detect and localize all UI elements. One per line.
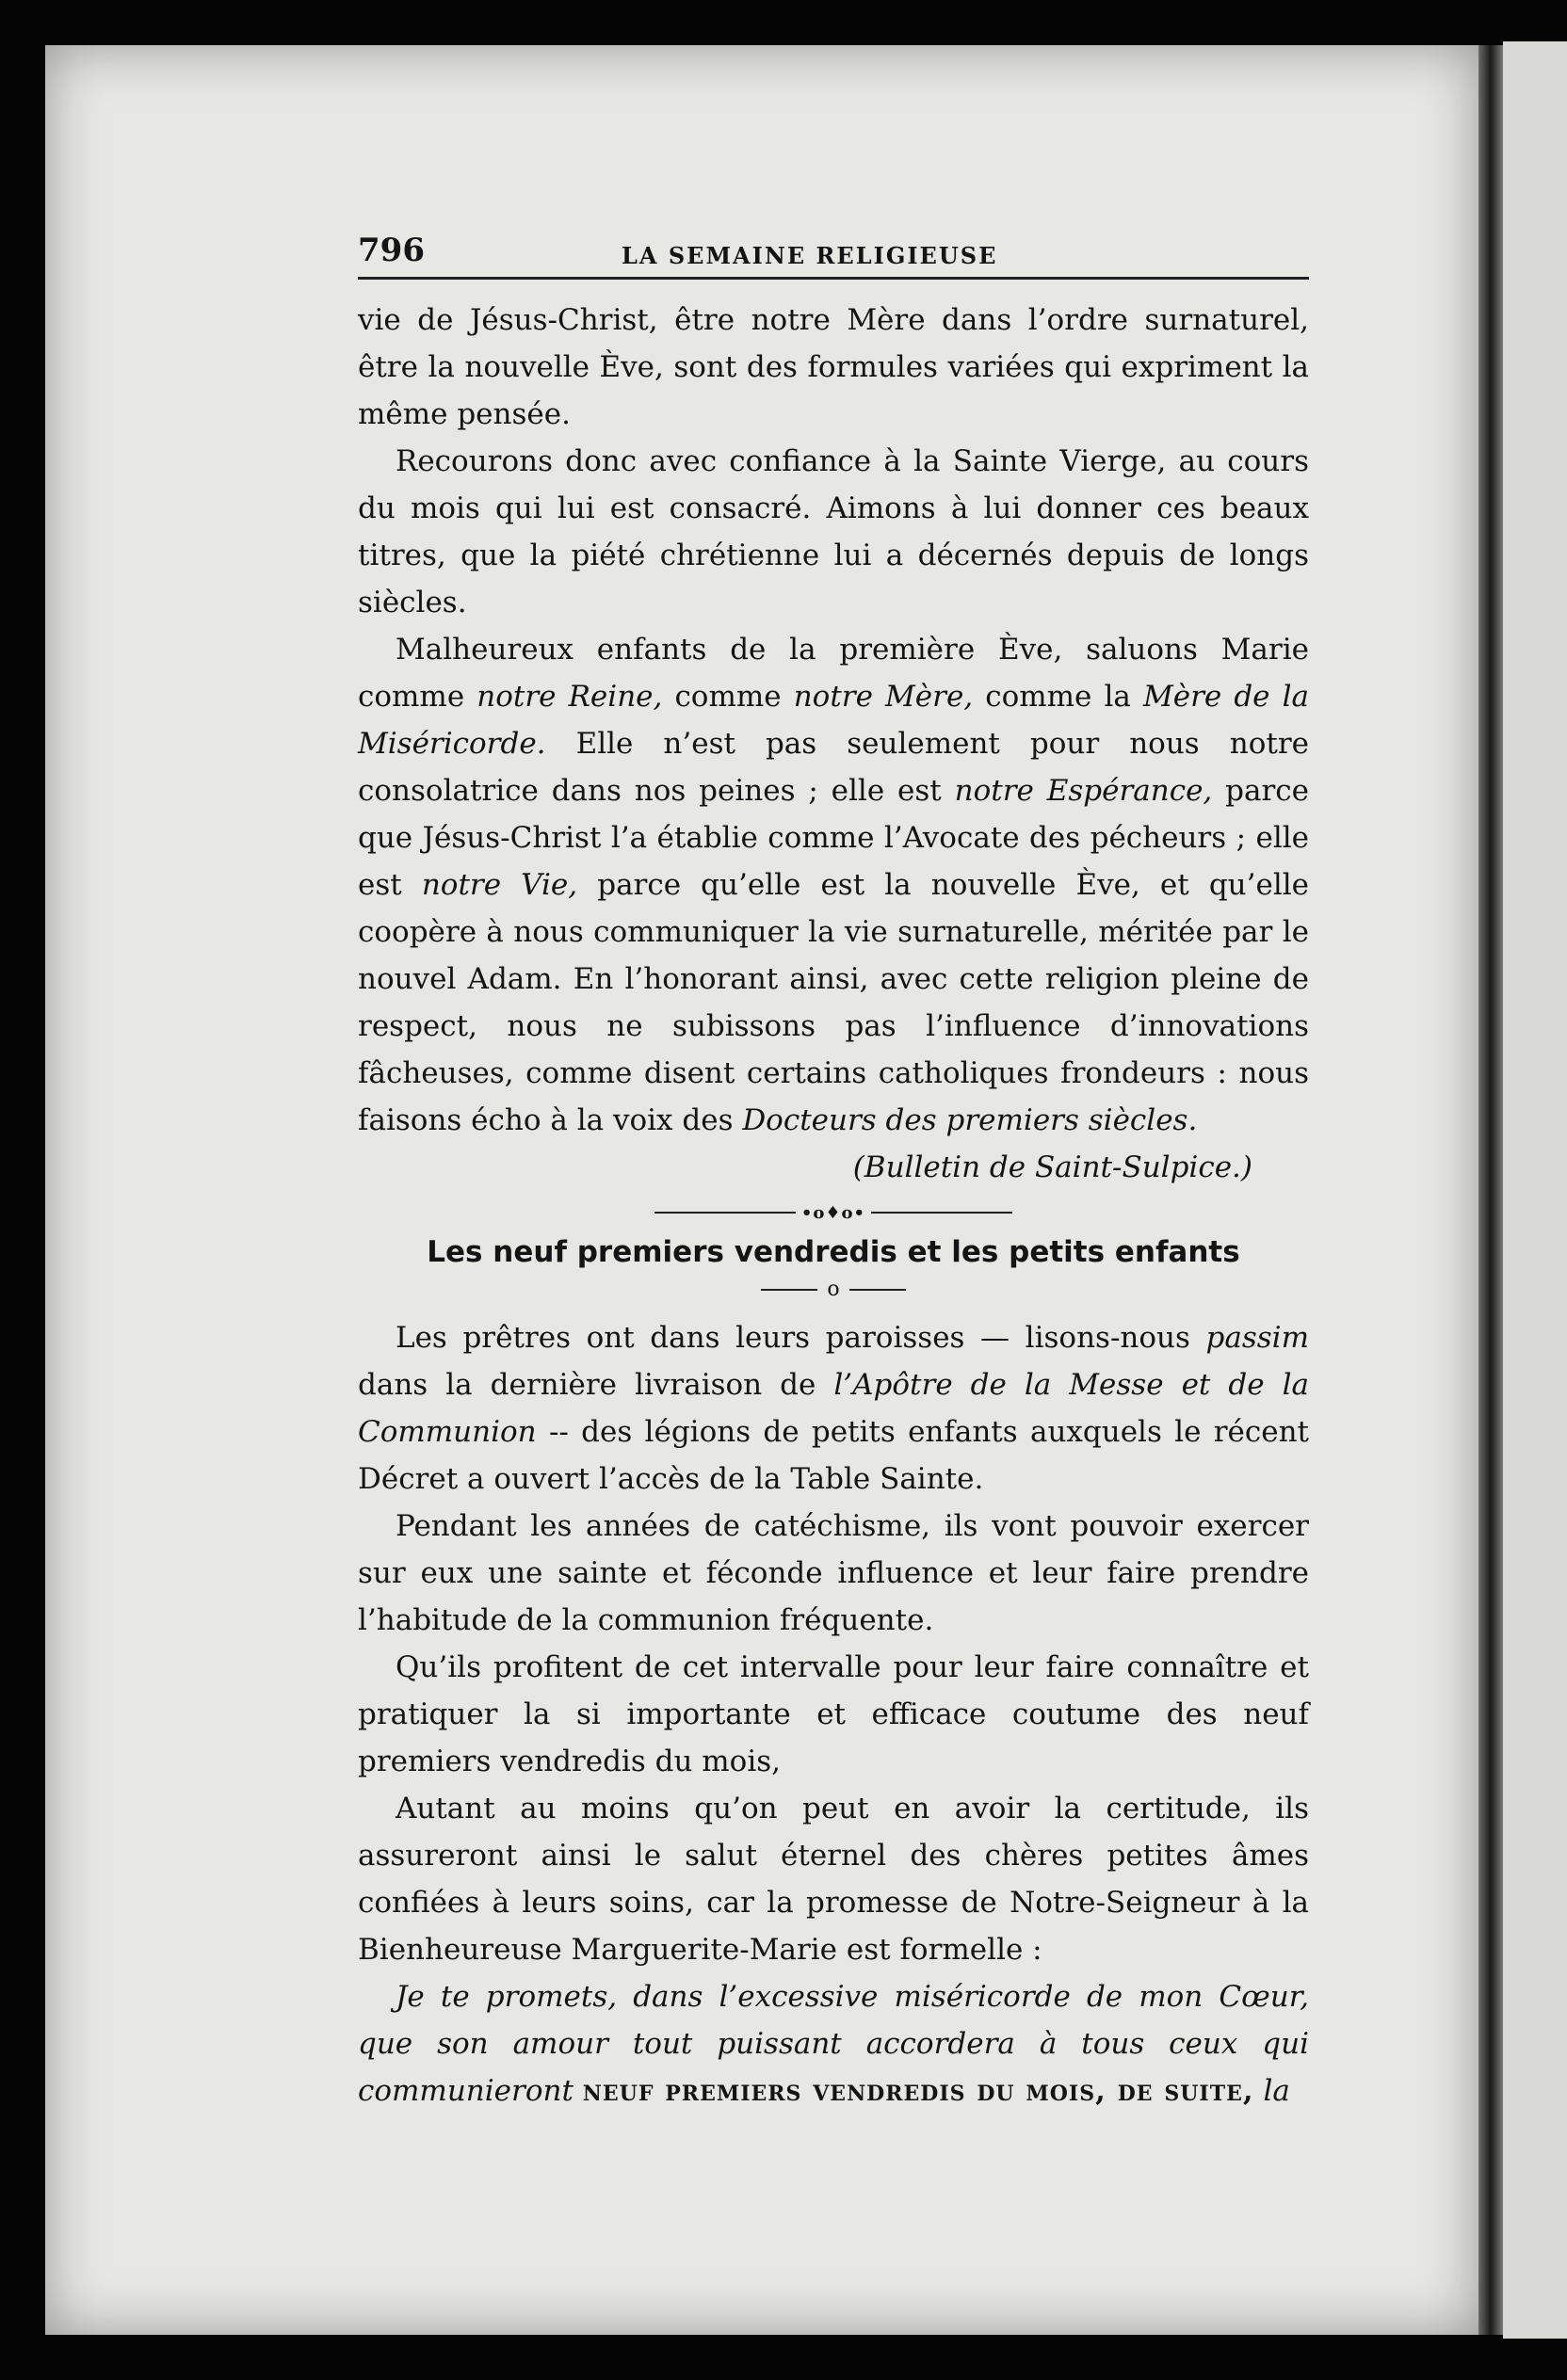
paragraph (358, 1973, 1309, 2115)
text-run: Malheureux enfants de la première Ève, saluons Marie comme (358, 633, 1309, 714)
paragraph: Autant au moins qu’on peut en avoir la certitude, ils assureront ainsi le salut éternel des chères petites âmes confiées à leurs soins, car la promesse de Notre-Seigneur à la Bienheureuse Marguerite-Marie est formelle : (358, 1792, 1309, 1967)
italic-run: notre Vie, (421, 868, 578, 902)
italic-run: Mère de la Miséricorde. (358, 680, 1309, 761)
ornament-glyph: •o♦o• (800, 1202, 866, 1223)
page-content (358, 233, 1309, 2115)
italic-run: Je te promets, dans l’excessive miséricorde de mon Cœur, que son amour tout puissant accordera à tous ceux qui communieront (358, 1980, 1309, 2108)
article-marie (358, 297, 1309, 1191)
paragraph: Pendant les années de catéchisme, ils vont pouvoir exercer sur eux une sainte et féconde influence et leur faire prendre l’habitude de la communion fréquente. (358, 1509, 1309, 1637)
article-vendredis (358, 1314, 1309, 2115)
ornament-divider (358, 1202, 1309, 1223)
journal-title: LA SEMAINE RELIGIEUSE (622, 242, 998, 269)
paragraph: Recourons donc avec confiance à la Sainte Vierge, au cours du mois qui lui est consacré. Aimons à lui donner ces beaux titres, que la piété chrétienne lui a décernés depuis de longs siècles. (358, 444, 1309, 619)
paragraph: vie de Jésus-Christ, être notre Mère dans l’ordre surnaturel, être la nouvelle Ève, sont des formules variées qui expriment la même pensée. (358, 303, 1309, 431)
section-title: Les neuf premiers vendredis et les petits enfants (427, 1234, 1240, 1269)
text-run: Les prêtres ont dans leurs paroisses — lisons-nous (396, 1321, 1206, 1355)
italic-run: notre Espérance, (954, 774, 1213, 808)
italic-run: la (1263, 2074, 1290, 2108)
page-number: 796 (358, 232, 425, 269)
text-run: comme (662, 680, 794, 714)
italic-run: passim (1205, 1321, 1309, 1355)
divider-glyph: o (827, 1278, 840, 1301)
divider-rule (761, 1289, 817, 1291)
italic-run: notre Mère, (793, 680, 974, 714)
divider-rule (871, 1212, 1012, 1214)
running-head (358, 233, 1309, 280)
text-run: dans la dernière livraison de (358, 1368, 834, 1402)
italic-run: Docteurs des premiers siècles. (742, 1103, 1198, 1137)
book-gutter (1478, 45, 1503, 2335)
italic-run: l’Apôtre de la Messe et de la Communion (358, 1368, 1309, 1449)
text-run: parce qu’elle est la nouvelle Ève, et qu’elle coopère à nous communiquer la vie surnaturelle, méritée par le nouvel Adam. En l’honorant ainsi, avec cette religion pleine de respect, nous ne subissons pas l’influence d’innovations fâcheuses, comme disent certains catholiques frondeurs : nous faisons écho à la voix des (358, 868, 1309, 1137)
text-run: comme la (973, 680, 1143, 714)
divider-rule (654, 1212, 796, 1214)
citation: (Bulletin de Saint-Sulpice.) (852, 1150, 1252, 1184)
paragraph (358, 1314, 1309, 1503)
text-run: Elle n’est pas seulement pour nous notre consolatrice dans nos peines ; elle est (358, 727, 1309, 808)
divider-rule (849, 1289, 906, 1291)
paragraph (358, 626, 1309, 1144)
text-run: -- des légions de petits enfants auxquels le récent Décret a ouvert l’accès de la Table Sainte. (358, 1415, 1309, 1496)
text-run: parce que Jésus-Christ l’a établie comme l’Avocate des pécheurs ; elle est (358, 774, 1309, 902)
small-caps-run: neuf premiers vendredis du mois, de suite, (582, 2074, 1254, 2108)
paragraph: Qu’ils profitent de cet intervalle pour leur faire connaître et pratiquer la si importante et efficace coutume des neuf premiers vendredis du mois, (358, 1650, 1309, 1778)
italic-run: notre Reine, (477, 680, 663, 714)
title-divider (358, 1278, 1309, 1302)
next-page-edge (1503, 41, 1567, 2339)
